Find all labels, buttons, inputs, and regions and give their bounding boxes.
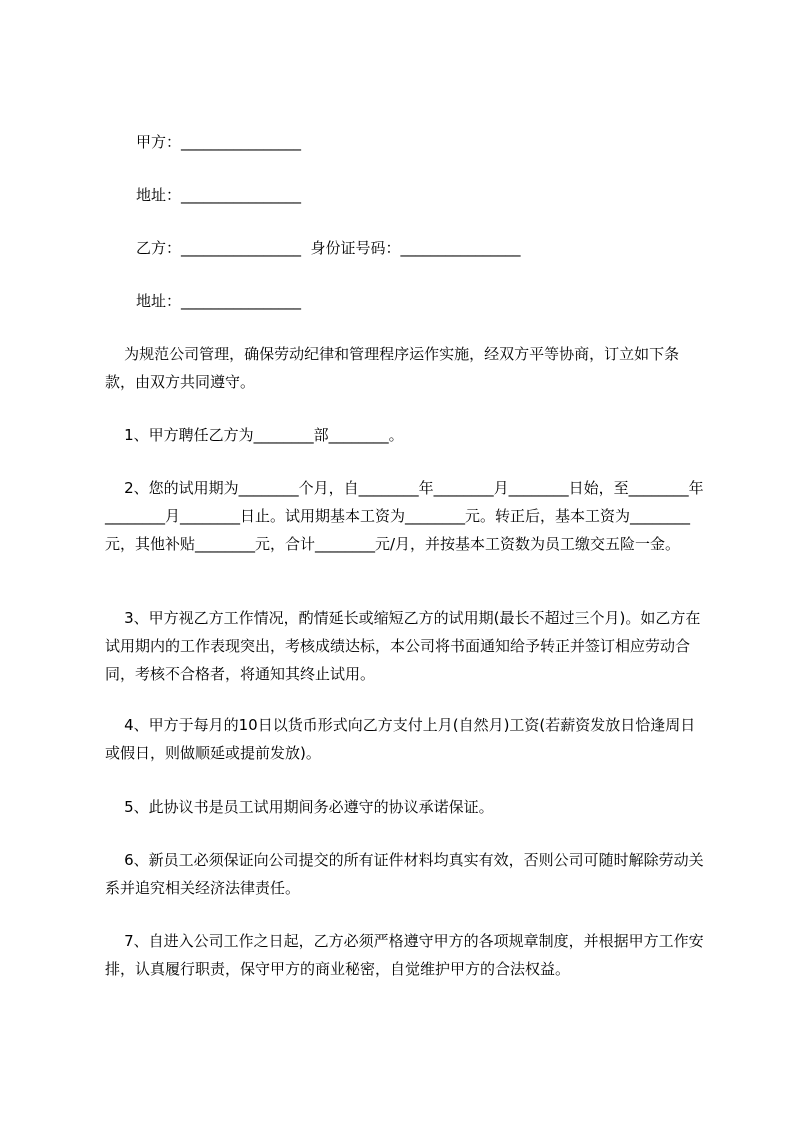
- clause-6: 6、新员工必须保证向公司提交的所有证件材料均真实有效，否则公司可随时解除劳动关系并追究相关经济法律责任。: [105, 851, 704, 897]
- clause-5: 5、此协议书是员工试用期间务必遵守的协议承诺保证。: [105, 798, 494, 816]
- party-a-line: 甲方：________________: [136, 133, 302, 151]
- clause-1: 1、甲方聘任乙方为________部________。: [105, 426, 404, 444]
- clause-7: 7、自进入公司工作之日起，乙方必须严格遵守甲方的各项规章制度，并根据甲方工作安排，认真履行职责，保守甲方的商业秘密，自觉维护甲方的合法权益。: [105, 932, 704, 978]
- party-b-line: 乙方：________________ 身份证号码：________________: [136, 239, 521, 257]
- intro-paragraph: 为规范公司管理，确保劳动纪律和管理程序运作实施，经双方平等协商，订立如下条款，由双方共同遵守。: [105, 345, 680, 391]
- address-b-line: 地址：________________: [136, 292, 302, 310]
- clause-4: 4、甲方于每月的10日以货币形式向乙方支付上月(自然月)工资(若薪资发放日恰逢周日或假日，则做顺延或提前发放)。: [105, 716, 696, 762]
- clause-2: 2、您的试用期为________个月，自________年________月________日始，至________年________月________日止。试用期基本工资为________元。转正后，基本工资为________元，其他补贴________元，合计________元/月，并按基本工资数为员工缴交五险一金。: [105, 479, 704, 553]
- clause-3: 3、甲方视乙方工作情况，酌情延长或缩短乙方的试用期(最长不超过三个月)。如乙方在试用期内的工作表现突出，考核成绩达标，本公司将书面通知给予转正并签订相应劳动合同，考核不合格者，将通知其终止试用。: [105, 609, 701, 683]
- address-a-line: 地址：________________: [136, 186, 302, 204]
